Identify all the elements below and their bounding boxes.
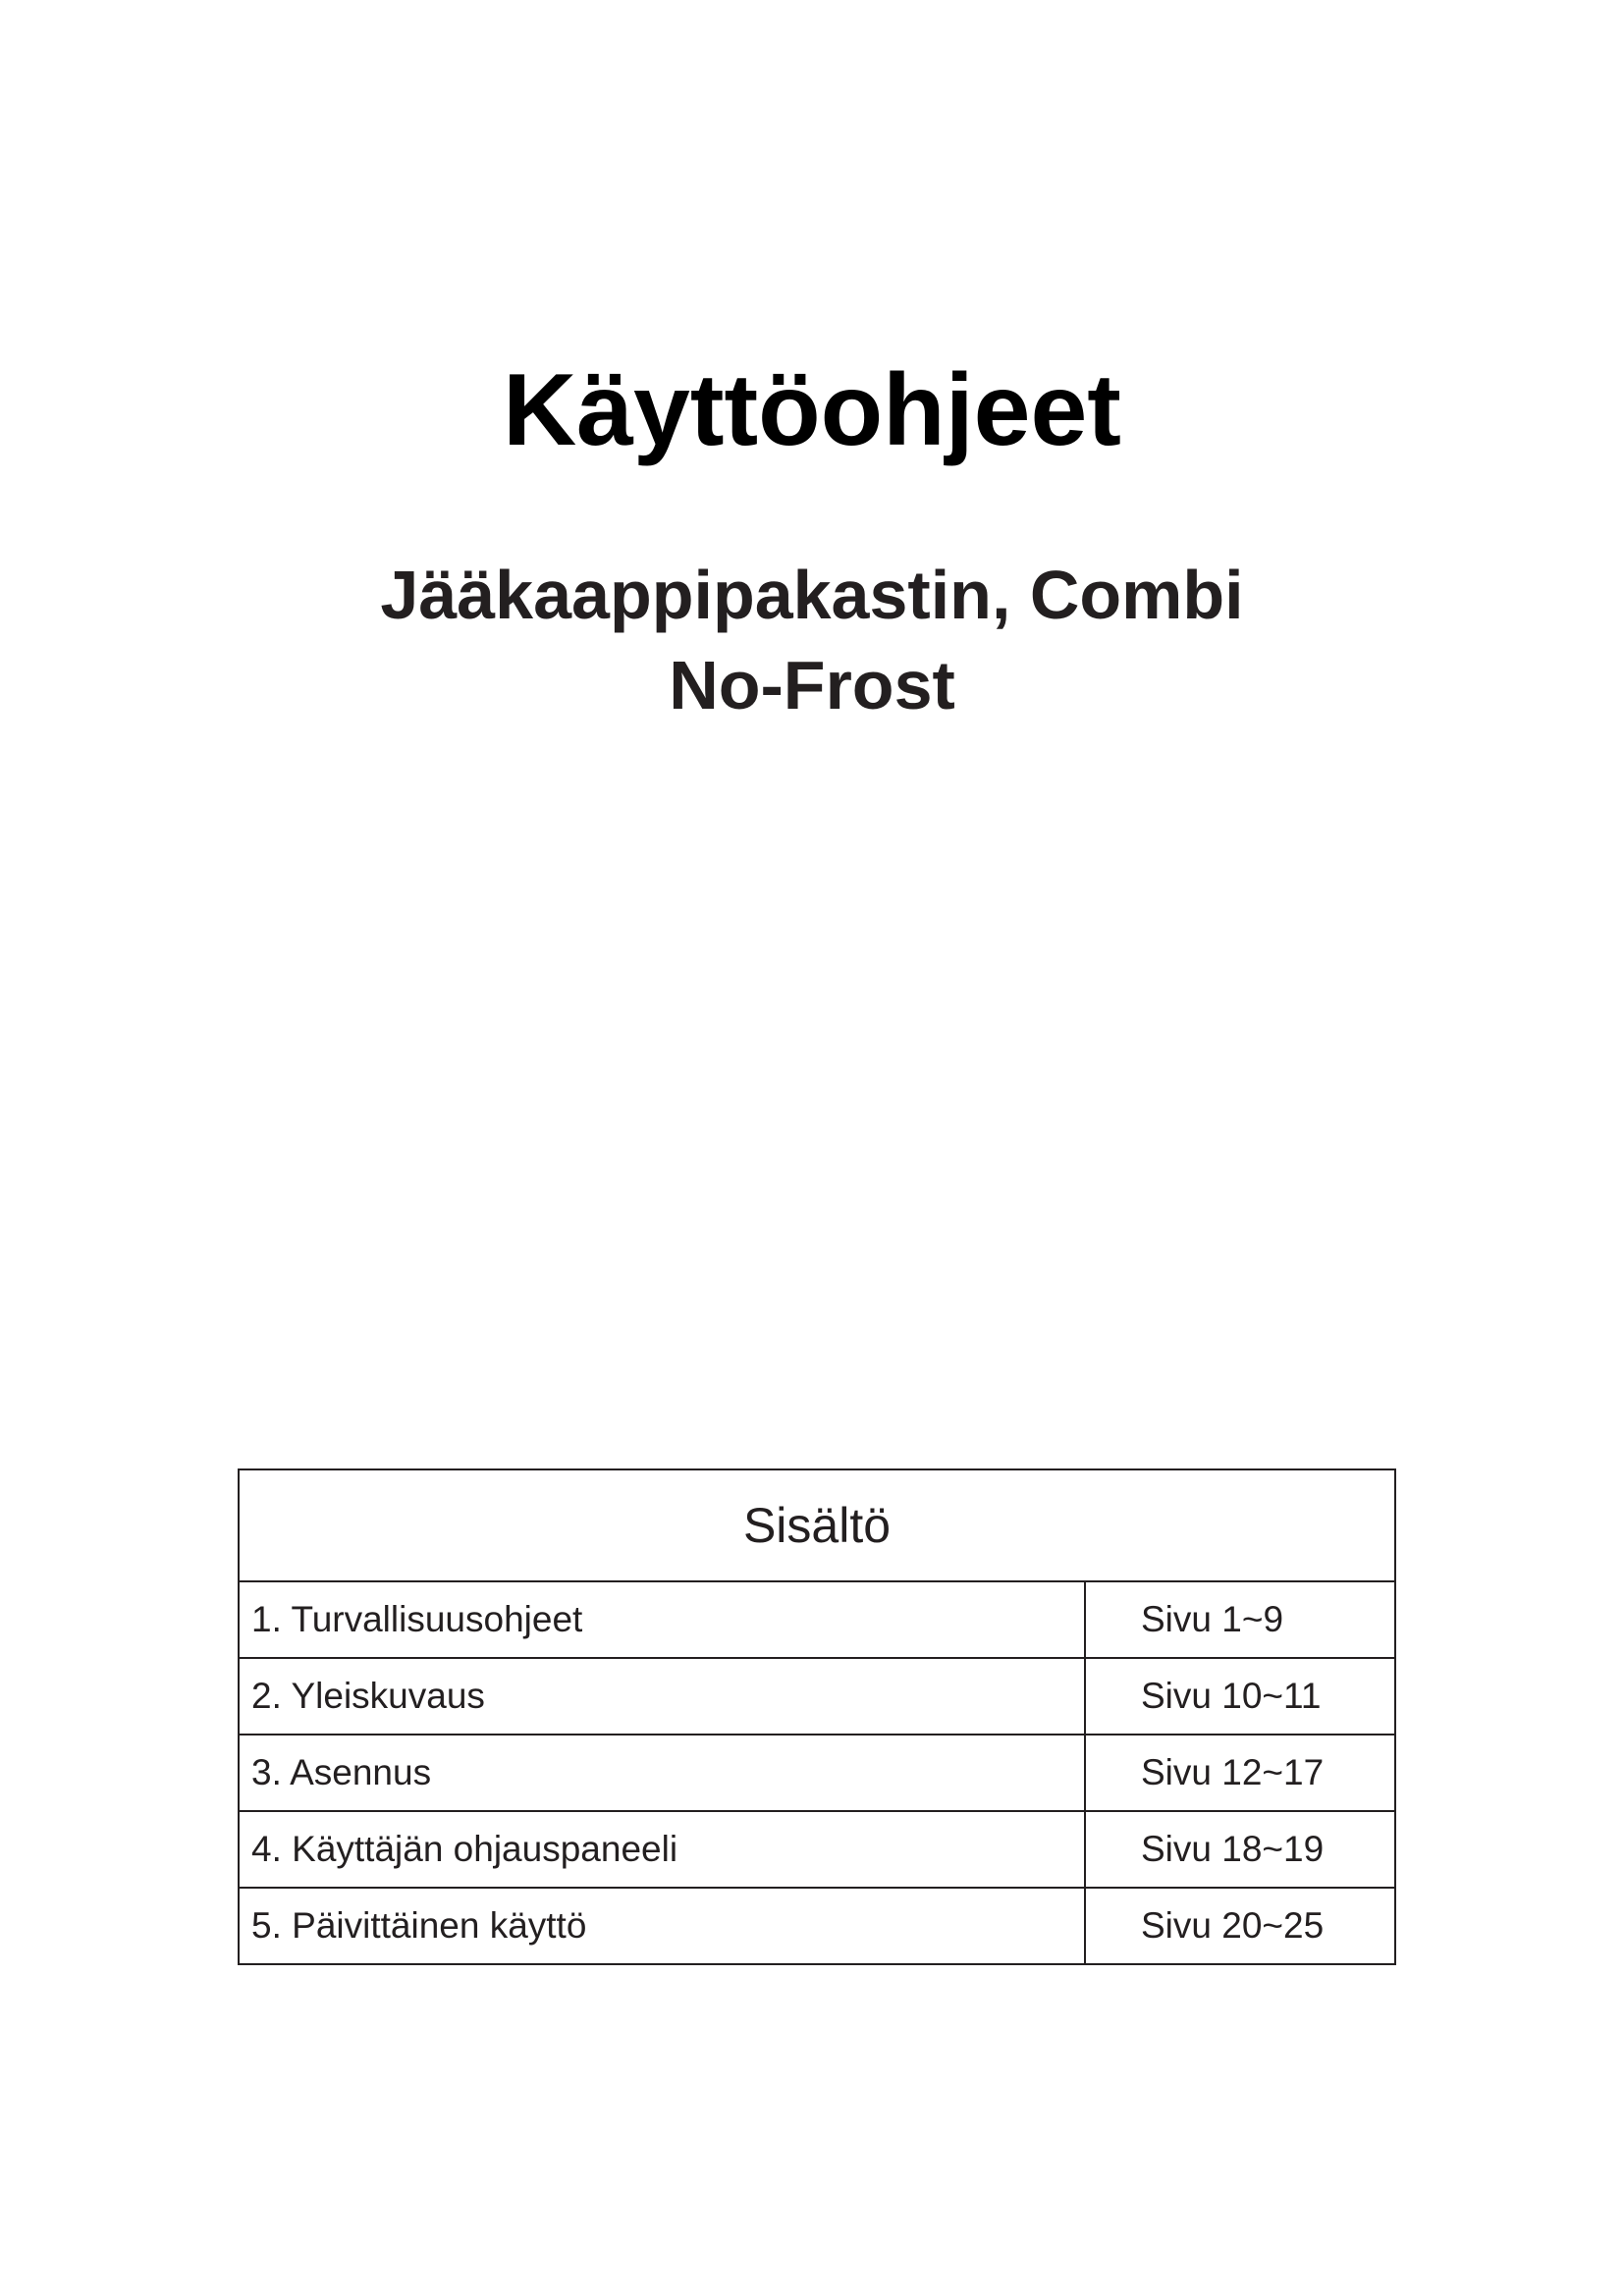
subtitle-line-1: Jääkaappipakastin, Combi xyxy=(380,557,1244,633)
toc-section-title: 4. Käyttäjän ohjauspaneeli xyxy=(239,1811,1085,1888)
toc-row xyxy=(239,1658,1395,1735)
toc-row xyxy=(239,1735,1395,1811)
page-title: Käyttöohjeet xyxy=(503,353,1121,467)
toc-row xyxy=(239,1888,1395,1964)
toc-section-title: 5. Päivittäinen käyttö xyxy=(239,1888,1085,1964)
toc-page-range: Sivu 12~17 xyxy=(1085,1735,1395,1811)
toc-page-range: Sivu 1~9 xyxy=(1085,1581,1395,1658)
toc-section-title: 1. Turvallisuusohjeet xyxy=(239,1581,1085,1658)
toc-header-row xyxy=(239,1469,1395,1581)
toc-section-title: 3. Asennus xyxy=(239,1735,1085,1811)
toc-page-range: Sivu 18~19 xyxy=(1085,1811,1395,1888)
toc-page-range: Sivu 10~11 xyxy=(1085,1658,1395,1735)
toc-row xyxy=(239,1581,1395,1658)
product-subtitle xyxy=(0,550,1624,730)
toc-row xyxy=(239,1811,1395,1888)
subtitle-line-2: No-Frost xyxy=(669,647,955,723)
table-of-contents xyxy=(238,1468,1396,1965)
toc-page-range: Sivu 20~25 xyxy=(1085,1888,1395,1964)
toc-section-title: 2. Yleiskuvaus xyxy=(239,1658,1085,1735)
toc-heading: Sisältö xyxy=(239,1469,1395,1581)
